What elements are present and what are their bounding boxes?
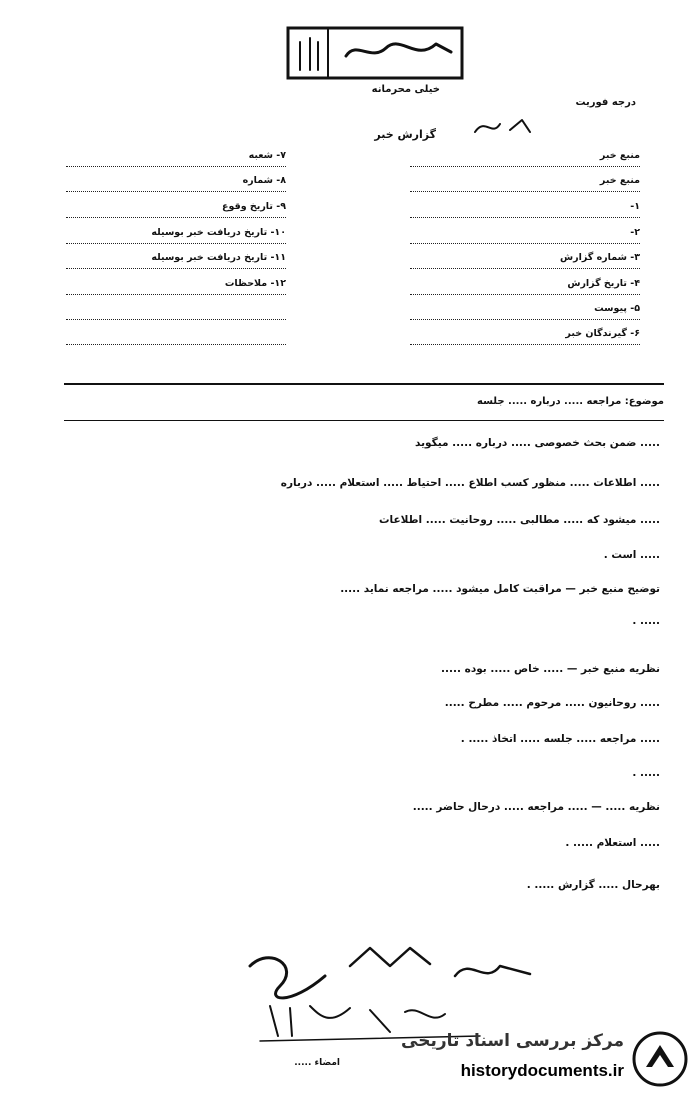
field-row: ۱۰- تاریخ دریافت خبر بوسیله [66, 229, 286, 244]
field-row: ۱۲- ملاحظات [66, 280, 286, 295]
body-line: توضیح منبع خبر — مراقبت کامل میشود ..... مراجعه نماید ..... [340, 583, 660, 595]
field-row: ۸- شماره [66, 177, 286, 192]
field-row: ۵- پیوست [410, 305, 640, 320]
body-line: ..... استعلام ..... . [565, 837, 660, 849]
field-row: ۱۱- تاریخ دریافت خبر بوسیله [66, 254, 286, 269]
body-line: نظریه ..... — ..... مراجعه ..... درحال حاضر ..... [412, 801, 660, 813]
archive-logo-icon [632, 1031, 688, 1087]
separator-rule [64, 383, 664, 385]
field-row [66, 305, 286, 320]
body-line: بهرحال ..... گزارش ..... . [526, 879, 660, 891]
field-row [66, 330, 286, 345]
field-row: ۳- شماره گزارش [410, 254, 640, 269]
body-line: ..... . [632, 615, 660, 627]
body-line: ..... است . [603, 549, 660, 561]
field-row: منبع خبر [410, 177, 640, 192]
classification-label: خیلی محرمانه [371, 84, 440, 95]
body-line: ..... ضمن بحث خصوصی ..... درباره ..... میگوید [415, 437, 660, 449]
subject-line: موضوع: مراجعه ..... درباره ..... جلسه [477, 396, 664, 407]
body-line: ..... میشود که ..... مطالبی ..... روحانیت ..... اطلاعات [378, 514, 660, 526]
field-row: منبع خبر [410, 152, 640, 167]
field-row: ۶- گیرندگان خبر [410, 330, 640, 345]
separator-rule [64, 420, 664, 421]
body-line: ..... مراجعه ..... جلسه ..... اتخاذ ..... . [460, 733, 660, 745]
field-row: ۱- [410, 203, 640, 218]
priority-label: درجه فوریت [575, 97, 636, 108]
field-row: ۹- تاریخ وقوع [66, 203, 286, 218]
field-row: ۷- شعبه [66, 152, 286, 167]
classification-stamp [286, 22, 464, 82]
field-row: ۴- تاریخ گزارش [410, 280, 640, 295]
field-row: ۲- [410, 229, 640, 244]
signature-caption: امضاء ..... [294, 1058, 340, 1068]
watermark [401, 1025, 688, 1093]
watermark-url: historydocuments.ir [460, 1061, 624, 1080]
body-line: ..... روحانیون ..... مرحوم ..... مطرح ..... [444, 697, 660, 709]
body-line: ..... اطلاعات ..... منظور کسب اطلاع ..... احتیاط ..... استعلام ..... درباره [280, 477, 660, 489]
body-line: نظریه منبع خبر — ..... خاص ..... بوده ..... [441, 663, 660, 675]
report-title: گزارش خبر [374, 128, 436, 141]
body-line: ..... . [632, 767, 660, 779]
handwritten-mark [470, 112, 540, 142]
watermark-title: مرکز بررسی اسناد تاریخی [401, 1031, 624, 1051]
